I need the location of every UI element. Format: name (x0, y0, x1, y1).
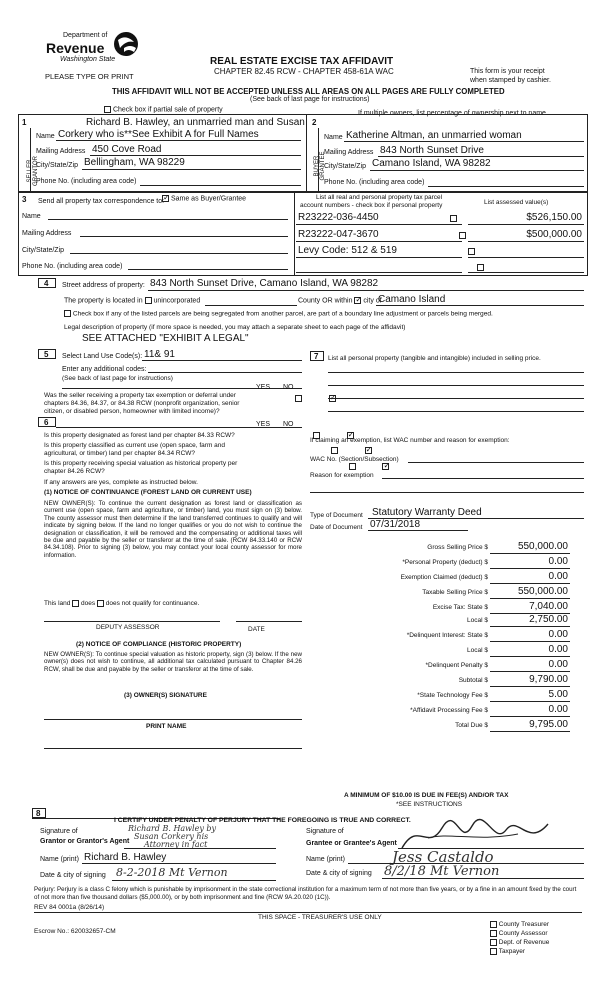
tax-row-label: Subtotal $ (458, 677, 488, 684)
wac-no-label: WAC No. (Section/Subsection) (310, 456, 399, 463)
certify-statement: I CERTIFY UNDER PENALTY OF PERJURY THAT THE FOREGOING IS TRUE AND CORRECT. (114, 817, 411, 824)
unincorporated-label: unincorporated (153, 297, 201, 305)
street-label: Street address of property: (62, 282, 145, 289)
logo-dept-text: Department of (63, 32, 108, 39)
s6-yes-header: YES (256, 421, 271, 428)
notice-continuance-text: NEW OWNER(S): To continue the current designation as forest land or classification as current use (open space, farm and agriculture, or timber) land, you must sign on (3) below. The county assessor must then determine if the land transferred continues to qualify and will indicate by signing below. If the land no longer qualifies or you do not wish to continue the designation or classification, it will be removed and the compensating or additional taxes will be due and payable by the seller or transferor at the time of sale. (RCW 84.33.140 or RCW 84.34.108). Prior to signing (3) below, you may contact your local county assessor for more information. (44, 500, 302, 559)
seller-mailing-label: Mailing Address (36, 148, 86, 155)
copy-label: Dept. of Revenue (497, 939, 550, 946)
tax-row-value[interactable]: 550,000.00 (517, 586, 568, 597)
grantee-date-city-label: Date & city of signing (306, 870, 372, 877)
tax-row-value[interactable]: 9,790.00 (529, 674, 568, 685)
located-label: The property is located in (64, 297, 143, 305)
tax-row-underline (490, 686, 570, 687)
form-title: REAL ESTATE EXCISE TAX AFFIDAVIT (210, 56, 394, 67)
s5-no-header: NO (283, 384, 294, 391)
parcel-4-personal-checkbox[interactable] (477, 264, 484, 271)
land-does-checkbox[interactable] (72, 600, 79, 607)
tax-row-label: Gross Selling Price $ (427, 544, 488, 551)
tax-row-underline (490, 641, 570, 642)
tax-row-label: *Personal Property (deduct) $ (402, 559, 488, 566)
seller-mailing-value[interactable]: 450 Cove Road (92, 144, 162, 155)
grantor-signature-2[interactable]: Susan Corkery his (134, 832, 209, 841)
tax-row-value[interactable]: 0.00 (548, 571, 568, 582)
notice-continuance-title: (1) NOTICE OF CONTINUANCE (FOREST LAND OR CURRENT USE) (44, 489, 252, 496)
grantor-date-city-value[interactable]: 8-2-2018 Mt Vernon (116, 866, 228, 879)
buyer-city-value[interactable]: Camano Island, WA 98282 (372, 158, 491, 169)
seller-city-label: City/State/Zip (36, 162, 79, 169)
escrow-number: Escrow No.: 620032657-CM (34, 928, 116, 935)
partial-sale-label: Check box if partial sale of property (112, 106, 223, 114)
tax-row-value[interactable]: 0.00 (548, 556, 568, 567)
city-value[interactable]: Camano Island (378, 294, 446, 305)
parcel-1-assessed[interactable]: $526,150.00 (526, 212, 582, 223)
buyer-side-label: BUYER GRANTEE (314, 151, 326, 181)
copy-distribution-list (490, 920, 549, 956)
parcel-3-personal-checkbox[interactable] (468, 248, 475, 255)
s5-yes-header: YES (256, 384, 271, 391)
tax-row-label: Taxable Selling Price $ (422, 589, 488, 596)
parcel-2-personal-checkbox[interactable] (459, 232, 466, 239)
seller-city-value[interactable]: Bellingham, WA 98229 (84, 157, 185, 168)
s3-phone-label: Phone No. (including area code) (22, 263, 123, 270)
grantor-signature-1[interactable]: Richard B. Hawley by (128, 824, 217, 833)
tax-row-value[interactable]: 2,750.00 (529, 614, 568, 625)
section-1-number: 1 (22, 118, 27, 127)
buyer-city-label: City/State/Zip (324, 163, 367, 170)
seller-name-line2[interactable]: Corkery who is**See Exhibit A for Full Names (58, 129, 259, 140)
parcel-2-assessed[interactable]: $500,000.00 (526, 229, 582, 240)
assessed-header: List assessed value(s) (484, 199, 549, 206)
partial-sale-row (104, 106, 223, 113)
send-correspondence-label: Send all property tax correspondence to: (38, 198, 165, 205)
tax-row-underline (490, 626, 570, 627)
notice-compliance-text: NEW OWNER(S): To continue special valuation as historic property, sign (3) below. If the new owner(s) does not wish to continue, all additional tax calculated pursuant to Chapter 84.26 RCW, shall be due and payable by the seller or transferor at the time of sale. (44, 651, 302, 673)
parcel-header-2: account numbers - check box if personal property (300, 202, 443, 209)
historic-question: Is this property receiving special valuation as historical property per chapter 84.26 RCW? (44, 460, 238, 475)
owner-signature-label: (3) OWNER(S) SIGNATURE (124, 692, 207, 699)
doc-type-value[interactable]: Statutory Warranty Deed (372, 507, 482, 518)
buyer-mailing-label: Mailing Address (324, 149, 374, 156)
section-7-number: 7 (314, 352, 319, 361)
tax-row-underline (490, 671, 570, 672)
copy-item (490, 938, 549, 947)
section-4-number: 4 (44, 279, 49, 288)
tax-row-value[interactable]: 9,795.00 (529, 719, 568, 730)
tax-row-label: *Delinquent Interest: State $ (406, 632, 488, 639)
street-value[interactable]: 843 North Sunset Drive, Camano Island, WA 98282 (150, 278, 379, 289)
tax-row-value[interactable]: 0.00 (548, 629, 568, 640)
receipt-note-1: This form is your receipt (470, 68, 545, 75)
partial-sale-checkbox[interactable] (104, 106, 111, 113)
copy-checkbox[interactable] (490, 948, 497, 955)
s3-mailing-label: Mailing Address (22, 230, 72, 237)
tax-row-value[interactable]: 7,040.00 (529, 601, 568, 612)
copy-checkbox[interactable] (490, 930, 497, 937)
grantor-name-value[interactable]: Richard B. Hawley (84, 852, 167, 863)
tax-row-label: Excise Tax: State $ (432, 604, 488, 611)
copy-item (490, 947, 549, 956)
form-chapter: CHAPTER 82.45 RCW - CHAPTER 458-61A WAC (214, 67, 394, 76)
tax-row-label: Local $ (467, 647, 488, 654)
exemption-yes-checkbox[interactable] (295, 395, 302, 402)
city-of-checkbox[interactable] (354, 297, 361, 304)
deputy-assessor-label: DEPUTY ASSESSOR (96, 624, 160, 631)
form-revision: REV 84 0001a (8/26/14) (34, 904, 105, 911)
grantor-sig-of-label: Signature of (40, 828, 78, 835)
grantor-signature-3[interactable]: Attorney in fact (144, 840, 208, 849)
deputy-date-label: DATE (248, 626, 265, 633)
tax-row-label: Local $ (467, 617, 488, 624)
grantee-name-value[interactable]: Jess Castaldo (392, 848, 494, 866)
land-does-not-label: does not qualify for continuance. (105, 600, 200, 608)
tax-row-underline (490, 716, 570, 717)
grantor-agent-label: Grantor or Grantor's Agent (40, 838, 130, 845)
copy-label: County Treasurer (497, 921, 550, 928)
segregated-checkbox[interactable] (64, 310, 71, 317)
location-row (64, 297, 200, 304)
s6-no-header: NO (283, 421, 294, 428)
additional-codes-note: (See back of last page for instructions) (62, 375, 173, 382)
logo-revenue-text: Revenue (46, 40, 105, 56)
legal-desc-label: Legal description of property (if more space is needed, you may attach a separate sheet to each page of the affidavit) (64, 324, 406, 331)
minimum-fee-note: A MINIMUM OF $10.00 IS DUE IN FEE(S) AND/OR TAX (344, 792, 509, 799)
buyer-name-value[interactable]: Katherine Altman, an unmarried woman (346, 130, 522, 141)
buyer-mailing-value[interactable]: 843 North Sunset Drive (380, 145, 484, 156)
buyer-phone-label: Phone No. (including area code) (324, 179, 425, 186)
see-back-note: (See back of last page for instructions) (250, 96, 370, 103)
city-of-label: city of (363, 297, 382, 305)
doc-date-label: Date of Document (310, 524, 363, 531)
logo-state-text: Washington State (60, 56, 116, 63)
washington-logo-icon (110, 30, 142, 58)
exemption-question: Was the seller receiving a property tax exemption or deferral under chapters 84.36, 84.37, or 84.38 RCW (nonprofit organization, senior citizen, or disabled person, homeowner with limited income)? (44, 392, 240, 415)
tax-row-value[interactable]: 0.00 (548, 659, 568, 670)
section-6-number: 6 (44, 418, 49, 427)
reason-label: Reason for exemption (310, 472, 374, 479)
tax-row-underline (490, 598, 570, 599)
segregated-label: Check box if any of the listed parcels are being segregated from another parcel, are part of a boundary line adjustment or parcels being merged. (72, 310, 493, 318)
this-land-label: This land (44, 600, 71, 608)
parcel-header-1: List all real and personal property tax parcel (316, 194, 443, 201)
if-yes-note: If any answers are yes, complete as instructed below. (44, 479, 198, 486)
current-use-yes-checkbox[interactable] (331, 447, 338, 454)
unincorporated-checkbox[interactable] (145, 297, 152, 304)
dor-logo (38, 32, 148, 72)
exemption-wac-label: If claiming an exemption, list WAC number and reason for exemption: (310, 437, 510, 444)
tax-row-value[interactable]: 5.00 (548, 689, 568, 700)
current-use-question: Is this property classified as current use (open space, farm and agricultural, or timber) land per chapter 84.34 RCW? (44, 442, 226, 457)
current-use-no-checkbox[interactable] (365, 447, 372, 454)
copy-item (490, 929, 549, 938)
land-does-not-checkbox[interactable] (97, 600, 104, 607)
tax-row-underline (490, 553, 570, 554)
s3-city-label: City/State/Zip (22, 247, 65, 254)
same-as-buyer-checkbox[interactable] (162, 195, 169, 202)
land-use-label: Select Land Use Code(s): (62, 353, 143, 360)
parcel-1-value[interactable]: R23222-036-4450 (298, 212, 379, 223)
historic-yes-checkbox[interactable] (349, 463, 356, 470)
tax-row-label: *State Technology Fee $ (417, 692, 488, 699)
copy-checkbox[interactable] (490, 921, 497, 928)
grantee-name-print-label: Name (print) (306, 856, 345, 863)
seller-side-label: SELLER GRANTOR (27, 156, 39, 186)
additional-codes-label: Enter any additional codes: (62, 366, 147, 373)
section-2-number: 2 (312, 118, 317, 127)
historic-no-checkbox[interactable] (382, 463, 389, 470)
copy-label: County Assessor (497, 930, 548, 937)
copy-checkbox[interactable] (490, 939, 497, 946)
land-does-label: does (81, 600, 96, 608)
see-instructions-note: *SEE INSTRUCTIONS (396, 801, 463, 808)
receipt-note-2: when stamped by cashier. (470, 77, 551, 84)
tax-row-underline (490, 731, 570, 732)
tax-row-underline (490, 583, 570, 584)
legal-desc-value[interactable]: SEE ATTACHED "EXHIBIT A LEGAL" (82, 333, 249, 344)
tax-row-underline (490, 568, 570, 569)
same-as-buyer-label: Same as Buyer/Grantee (170, 195, 247, 203)
multiple-owners-note: If multiple owners, list percentage of ownership next to name. (358, 110, 548, 117)
seller-name-label: Name (36, 133, 55, 140)
parcel-2-value[interactable]: R23222-047-3670 (298, 229, 379, 240)
section-5-number: 5 (44, 350, 49, 359)
parcel-1-personal-checkbox[interactable] (450, 215, 457, 222)
forest-land-question: Is this property designated as forest land per chapter 84.33 RCW? (44, 432, 235, 439)
tax-row-underline (490, 701, 570, 702)
levy-code[interactable]: Levy Code: 512 & 519 (298, 245, 397, 256)
perjury-statement: Perjury: Perjury is a class C felony which is punishable by imprisonment in the state correctional institution for a maximum term of not more than five years, or by a fine in an amount fixed by the court of not more than five thousand dollars ($5,000.00), or by both imprisonment and fine (RCW 9A.20.020 (1C)). (34, 886, 577, 901)
tax-row-label: *Delinquent Penalty $ (425, 662, 488, 669)
s3-name-label: Name (22, 213, 41, 220)
copy-label: Taxpayer (497, 948, 526, 955)
print-name-label: PRINT NAME (146, 723, 187, 730)
land-use-value[interactable]: 11& 91 (144, 349, 175, 360)
doc-date-value[interactable]: 07/31/2018 (370, 519, 421, 530)
tax-row-underline (490, 656, 570, 657)
tax-row-label: *Affidavit Processing Fee $ (410, 707, 488, 714)
section-8-number: 8 (36, 809, 41, 818)
tax-row-value[interactable]: 550,000.00 (517, 541, 568, 552)
tax-row-value[interactable]: 0.00 (548, 644, 568, 655)
county-or-within-label: County OR within (298, 297, 353, 305)
doc-type-label: Type of Document (310, 512, 363, 519)
tax-row-label: Exemption Claimed (deduct) $ (400, 574, 488, 581)
seller-phone-label: Phone No. (including area code) (36, 178, 137, 185)
grantee-sig-of-label: Signature of (306, 828, 344, 835)
section-3-number: 3 (22, 195, 27, 204)
grantee-agent-label: Grantee or Grantee's Agent (306, 840, 397, 847)
buyer-name-label: Name (324, 134, 343, 141)
please-type: PLEASE TYPE OR PRINT (45, 72, 134, 81)
grantee-date-city-value[interactable]: 8/2/18 Mt Vernon (384, 864, 500, 879)
treasurer-use-label: THIS SPACE - TREASURER'S USE ONLY (258, 914, 382, 921)
not-accepted-warning: THIS AFFIDAVIT WILL NOT BE ACCEPTED UNLESS ALL AREAS ON ALL PAGES ARE FULLY COMPLETED (112, 87, 505, 96)
personal-property-label: List all personal property (tangible and intangible) included in selling price. (328, 355, 541, 362)
grantor-name-print-label: Name (print) (40, 856, 79, 863)
tax-row-label: Total Due $ (455, 722, 488, 729)
copy-item (490, 920, 549, 929)
tax-row-value[interactable]: 0.00 (548, 704, 568, 715)
seller-name-line1: Richard B. Hawley, an unmarried man and Susan (86, 117, 305, 128)
notice-compliance-title: (2) NOTICE OF COMPLIANCE (HISTORIC PROPERTY) (76, 641, 242, 648)
grantor-date-city-label: Date & city of signing (40, 872, 106, 879)
